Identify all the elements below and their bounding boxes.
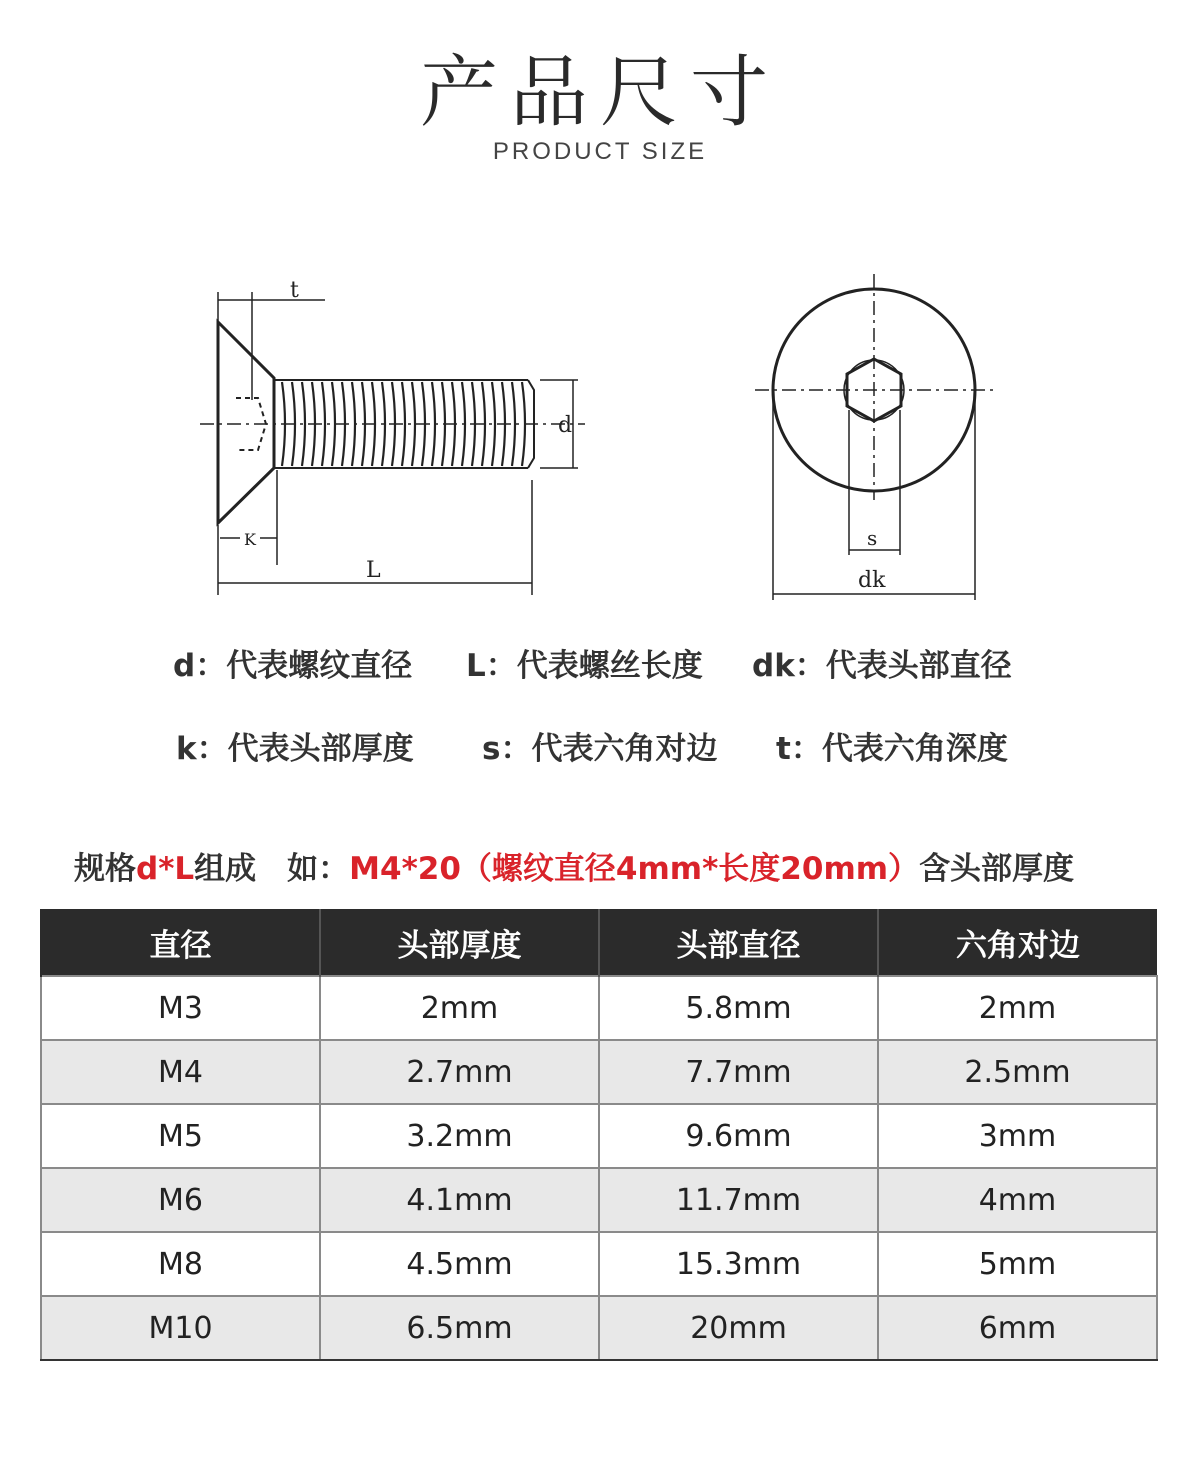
table-row: [41, 1232, 1157, 1296]
col-header-hex-across-flats: 六角对边: [878, 909, 1157, 976]
cell-diameter: M3: [41, 976, 320, 1040]
cell-diameter: M8: [41, 1232, 320, 1296]
col-header-head-diameter: 头部直径: [599, 909, 878, 976]
cell-hex: 6mm: [878, 1296, 1157, 1360]
side-view: [200, 292, 585, 595]
cell-head-thickness: 2mm: [320, 976, 599, 1040]
label-k: K: [244, 530, 256, 549]
cell-diameter: M4: [41, 1040, 320, 1104]
cell-head-diameter: 7.7mm: [599, 1040, 878, 1104]
cell-hex: 3mm: [878, 1104, 1157, 1168]
legend-s: s：代表六角对边: [482, 731, 718, 767]
table-row: [41, 1168, 1157, 1232]
thread-ridge: [492, 382, 495, 466]
cell-diameter: M10: [41, 1296, 320, 1360]
cell-diameter: M6: [41, 1168, 320, 1232]
spec-mid: 组成 如：: [194, 851, 350, 887]
top-view: [755, 274, 994, 600]
cell-head-diameter: 15.3mm: [599, 1232, 878, 1296]
label-dk: dk: [858, 568, 886, 593]
page-title: 产品尺寸: [419, 48, 780, 138]
label-s: s: [867, 526, 878, 550]
cell-head-thickness: 6.5mm: [320, 1296, 599, 1360]
spec-prefix: 规格: [74, 851, 136, 887]
thread-ridge: [522, 382, 525, 466]
size-table: [40, 909, 1158, 1361]
spec-example: M4*20（螺纹直径4mm*长度20mm）: [349, 851, 920, 887]
col-header-diameter: 直径: [41, 909, 320, 976]
screw-dimension-diagram: [0, 240, 1200, 620]
cell-diameter: M5: [41, 1104, 320, 1168]
legend-k: k：代表头部厚度: [176, 731, 414, 767]
thread-ridge: [322, 382, 325, 466]
thread-ridge: [352, 382, 355, 466]
cell-head-diameter: 5.8mm: [599, 976, 878, 1040]
cell-head-thickness: 4.5mm: [320, 1232, 599, 1296]
label-d: d: [558, 413, 573, 438]
cell-head-diameter: 9.6mm: [599, 1104, 878, 1168]
label-t: t: [290, 278, 299, 303]
thread-ridge: [432, 382, 435, 466]
spec-suffix: 含头部厚度: [919, 851, 1075, 887]
table-header-row: [41, 909, 1157, 976]
thread-ridge: [512, 382, 515, 466]
cell-hex: 5mm: [878, 1232, 1157, 1296]
legend-t: t：代表六角深度: [776, 731, 1008, 767]
legend-L: L：代表螺丝长度: [466, 648, 703, 684]
legend-d: d：代表螺纹直径: [173, 648, 413, 684]
legend-row-2: [0, 723, 1200, 767]
spec-line: [74, 843, 1074, 888]
cell-head-thickness: 3.2mm: [320, 1104, 599, 1168]
thread-ridge: [332, 382, 335, 466]
cell-hex: 4mm: [878, 1168, 1157, 1232]
table-row: [41, 976, 1157, 1040]
table-row: [41, 1040, 1157, 1104]
cell-head-diameter: 11.7mm: [599, 1168, 878, 1232]
spec-formula: d*L: [136, 851, 195, 887]
table-row: [41, 1104, 1157, 1168]
page-subtitle: PRODUCT SIZE: [492, 138, 708, 165]
legend-row-1: [0, 640, 1200, 684]
label-L: L: [366, 558, 381, 583]
cell-hex: 2mm: [878, 976, 1157, 1040]
legend-dk: dk：代表头部直径: [752, 648, 1012, 684]
table-row: [41, 1296, 1157, 1360]
thread-ridge: [412, 382, 415, 466]
cell-head-thickness: 2.7mm: [320, 1040, 599, 1104]
col-header-head-thickness: 头部厚度: [320, 909, 599, 976]
cell-head-diameter: 20mm: [599, 1296, 878, 1360]
cell-head-thickness: 4.1mm: [320, 1168, 599, 1232]
cell-hex: 2.5mm: [878, 1040, 1157, 1104]
